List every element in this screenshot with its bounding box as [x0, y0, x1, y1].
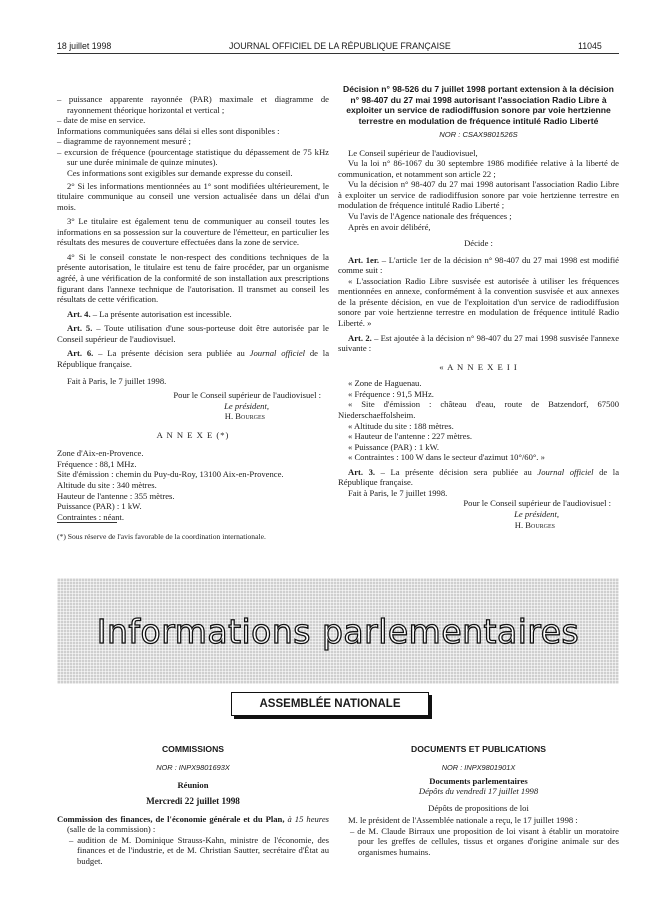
article-4-label: Art. 4.	[67, 308, 91, 319]
reunion-title: Réunion	[177, 779, 209, 790]
annexe-line: Puissance (PAR) : 1 kW.	[57, 501, 142, 512]
article-6-text: – La présente décision sera publiée au	[93, 348, 250, 359]
commission-time: à 15 heures	[284, 813, 329, 824]
vu-loi: Vu la loi n° 86-1067 du 30 septembre 1986 modifiée relative à la liberté de communication, et notamment son article 22 ;	[338, 158, 619, 179]
annexe-ii-list	[338, 378, 619, 463]
annexe-line: Zone d'Aix-en-Provence.	[57, 448, 144, 459]
journal-officiel-ref: Journal officiel	[249, 348, 306, 359]
commission-room: (salle de la commission) :	[67, 824, 156, 835]
left-column	[57, 94, 329, 522]
decision-title: Décision n° 98-526 du 7 juillet 1998 portant extension à la décision n° 98-407 du 27 mai 1998 autorisant l'association Radio Libre à exploiter un service de radiodiffusion sonore par voie hertzienne terrestre en modulation de fréquence intitulé Radio Liberté	[343, 84, 614, 126]
parliamentary-banner	[57, 578, 619, 684]
footnote: (*) Sous réserve de l'avis favorable de la coordination internationale.	[57, 532, 266, 541]
article-2-label: Art. 2.	[348, 332, 372, 343]
paragraph-2: 2° Si les informations mentionnées au 1° sont modifiées ultérieurement, le titulaire communique au conseil une version actualisée dans un délai d'un mois.	[57, 180, 329, 212]
info-item: – excursion de fréquence (pourcentage statistique du dépassement de 75 kHz sur une durée minimale de quinze minutes).	[57, 146, 329, 168]
assemblee-nationale-box: ASSEMBLÉE NATIONALE	[231, 692, 429, 716]
header-date: 18 juillet 1998	[57, 41, 112, 51]
article-1-label: Art. 1er.	[348, 254, 380, 265]
fait-a-paris: Fait à Paris, le 7 juillet 1998.	[348, 487, 448, 498]
info-exigible: Ces informations sont exigibles sur demande expresse du conseil.	[67, 167, 293, 178]
annexe-line: Fréquence : 88,1 MHz.	[57, 458, 137, 469]
documents-item: – de M. Claude Birraux une proposition de loi visant à établir un moratoire pour les greffes de cellules, tissus et organes d'origine animale sur des organismes humains.	[350, 825, 619, 858]
info-item: – diagramme de rayonnement mesuré ;	[57, 136, 191, 147]
header-rule	[57, 53, 619, 54]
signature-for: Pour le Conseil supérieur de l'audiovisuel :	[173, 390, 321, 401]
annexe-line: « Puissance (PAR) : 1 kW.	[348, 441, 440, 452]
signature-title: Le président,	[224, 400, 269, 411]
article-6-label: Art. 6.	[67, 348, 94, 359]
annexe-line: Site d'émission : chemin du Puy-du-Roy, 13100 Aix-en-Provence.	[57, 469, 284, 480]
article-2	[338, 333, 619, 354]
article-4	[57, 309, 329, 320]
annexe-line: Hauteur de l'antenne : 355 mètres.	[57, 490, 175, 501]
article-3	[338, 467, 619, 488]
signature-for: Pour le Conseil supérieur de l'audiovisuel :	[463, 498, 611, 509]
article-1-text: – L'article 1er de la décision n° 98-407 du 27 mai 1998 est modifié comme suit :	[338, 254, 620, 276]
annexe-line: « Hauteur de l'antenne : 227 mètres.	[348, 431, 472, 442]
annexe-line: « Fréquence : 91,5 MHz.	[348, 388, 434, 399]
article-5-label: Art. 5.	[67, 323, 93, 334]
annexe-line: Contraintes : néant.	[57, 511, 125, 522]
documents-section	[338, 744, 619, 858]
banner-title: Informations parlementaires	[96, 612, 580, 651]
signature-name: H. Bourges	[514, 519, 555, 530]
commissions-title: COMMISSIONS	[161, 744, 225, 754]
depots-date: Dépôts du vendredi 17 juillet 1998	[418, 786, 539, 797]
annexe-line: « Site d'émission : château d'eau, route de Batzendorf, 67500 Niederschaeffolsheim.	[338, 399, 619, 420]
article-1-quote: « L'association Radio Libre susvisée est autorisée à utiliser les fréquences mentionnées en annexe, conformément à la convention susvisée et aux annexes de la présente décision, en vue de l'exploitation d'un service de radiodiffusion sonore par voie hertzienne terrestre en modulation de fréquence intitulé Radio Liberté. »	[338, 275, 619, 329]
item-date-service: – date de mise en service.	[57, 115, 146, 126]
annexe-line: « Zone de Haguenau.	[348, 378, 422, 389]
annexe-line: « Altitude du site : 188 mètres.	[348, 420, 454, 431]
reunion-date: Mercredi 22 juillet 1998	[146, 796, 240, 807]
decision-nor: NOR : CSAX9801526S	[439, 130, 518, 140]
article-3-label: Art. 3.	[348, 466, 376, 477]
commission-name: Commission des finances, de l'économie générale et du Plan,	[57, 813, 285, 824]
depots-propositions: Dépôts de propositions de loi	[428, 802, 529, 813]
annexe-list	[57, 448, 329, 522]
paragraph-4: 4° Si le conseil constate le non-respect des conditions techniques de la présente autorisation, le titulaire est tenu de faire procéder, par un organisme agréé, à une vérification de la conformité de son installation aux prescriptions figurant dans l'annexe technique de l'autorisation. Il transmet au conseil les résultats de cette vérification.	[57, 251, 329, 305]
info-intro: Informations communiquées sans délai si elles sont disponibles :	[57, 125, 280, 136]
item-par: – puissance apparente rayonnée (PAR) maximale et diagramme de rayonnement théorique horizontal et vertical ;	[57, 94, 329, 115]
article-6	[57, 348, 329, 369]
annexe-line: Altitude du site : 340 mètres.	[57, 480, 157, 490]
vu-avis: Vu l'avis de l'Agence nationale des fréquences ;	[348, 210, 512, 221]
commissions-section	[57, 744, 329, 866]
article-4-text: – La présente autorisation est incessible.	[90, 308, 232, 319]
article-5-text: – Toute utilisation d'une sous-porteuse doit être autorisée par le Conseil supérieur de l'audiovisuel.	[57, 323, 329, 344]
article-3-text: – La présente décision sera publiée au	[375, 466, 538, 477]
annexe-line: « Contraintes : 100 W dans le secteur d'azimut 10°/60°. »	[348, 452, 545, 463]
journal-title: JOURNAL OFFICIEL DE LA RÉPUBLIQUE FRANÇAISE	[229, 41, 451, 51]
documents-title: DOCUMENTS ET PUBLICATIONS	[411, 744, 546, 754]
footnote-rule	[57, 522, 117, 523]
annexe-ii-title: « A N N E X E I I	[439, 361, 518, 372]
right-column	[338, 84, 619, 530]
commission-item: – audition de M. Dominique Strauss-Kahn, ministre de l'économie, des finances et de l'industrie, et de M. Christian Sautter, secrétaire d'État au budget.	[69, 834, 329, 866]
documents-nor: NOR : INPX9801901X	[441, 762, 516, 772]
journal-officiel-ref: Journal officiel	[537, 466, 594, 477]
paragraph-3: 3° Le titulaire est également tenu de communiquer au conseil toutes les informations en sa possession sur la couverture de l'émetteur, en particulier les résultats des mesures de couverture effectuées dans la zone de service.	[57, 216, 329, 248]
apres-delibere: Après en avoir délibéré,	[348, 221, 431, 232]
article-5	[57, 323, 329, 344]
fait-a-paris: Fait à Paris, le 7 juillet 1998.	[67, 375, 167, 386]
annexe-title: A N N E X E (*)	[156, 429, 230, 440]
commissions-nor: NOR : INPX9801693X	[156, 762, 230, 772]
signature-name: H. Bourges	[224, 411, 265, 422]
article-1	[338, 255, 619, 276]
conseil: Le Conseil supérieur de l'audiovisuel,	[348, 147, 478, 158]
vu-decision: Vu la décision n° 98-407 du 27 mai 1998 autorisant l'association Radio Libre à exploiter un service de radiodiffusion sonore par voie hertzienne terrestre en modulation de fréquence intitulé Radio Liberté ;	[338, 179, 619, 211]
commission-finances	[57, 814, 329, 835]
page-number: 11045	[578, 41, 602, 51]
documents-subtitle: Documents parlementaires	[429, 775, 528, 786]
documents-text: M. le président de l'Assemblée nationale a reçu, le 17 juillet 1998 :	[348, 815, 578, 826]
signature-title: Le président,	[514, 509, 559, 520]
article-6-text-end: de la République française.	[57, 348, 330, 369]
article-2-text: – Est ajoutée à la décision n° 98-407 du 27 mai 1998 susvisée l'annexe suivante :	[338, 332, 620, 354]
article-3-text-end: de la République française.	[338, 466, 620, 488]
decide: Décide :	[464, 238, 493, 249]
